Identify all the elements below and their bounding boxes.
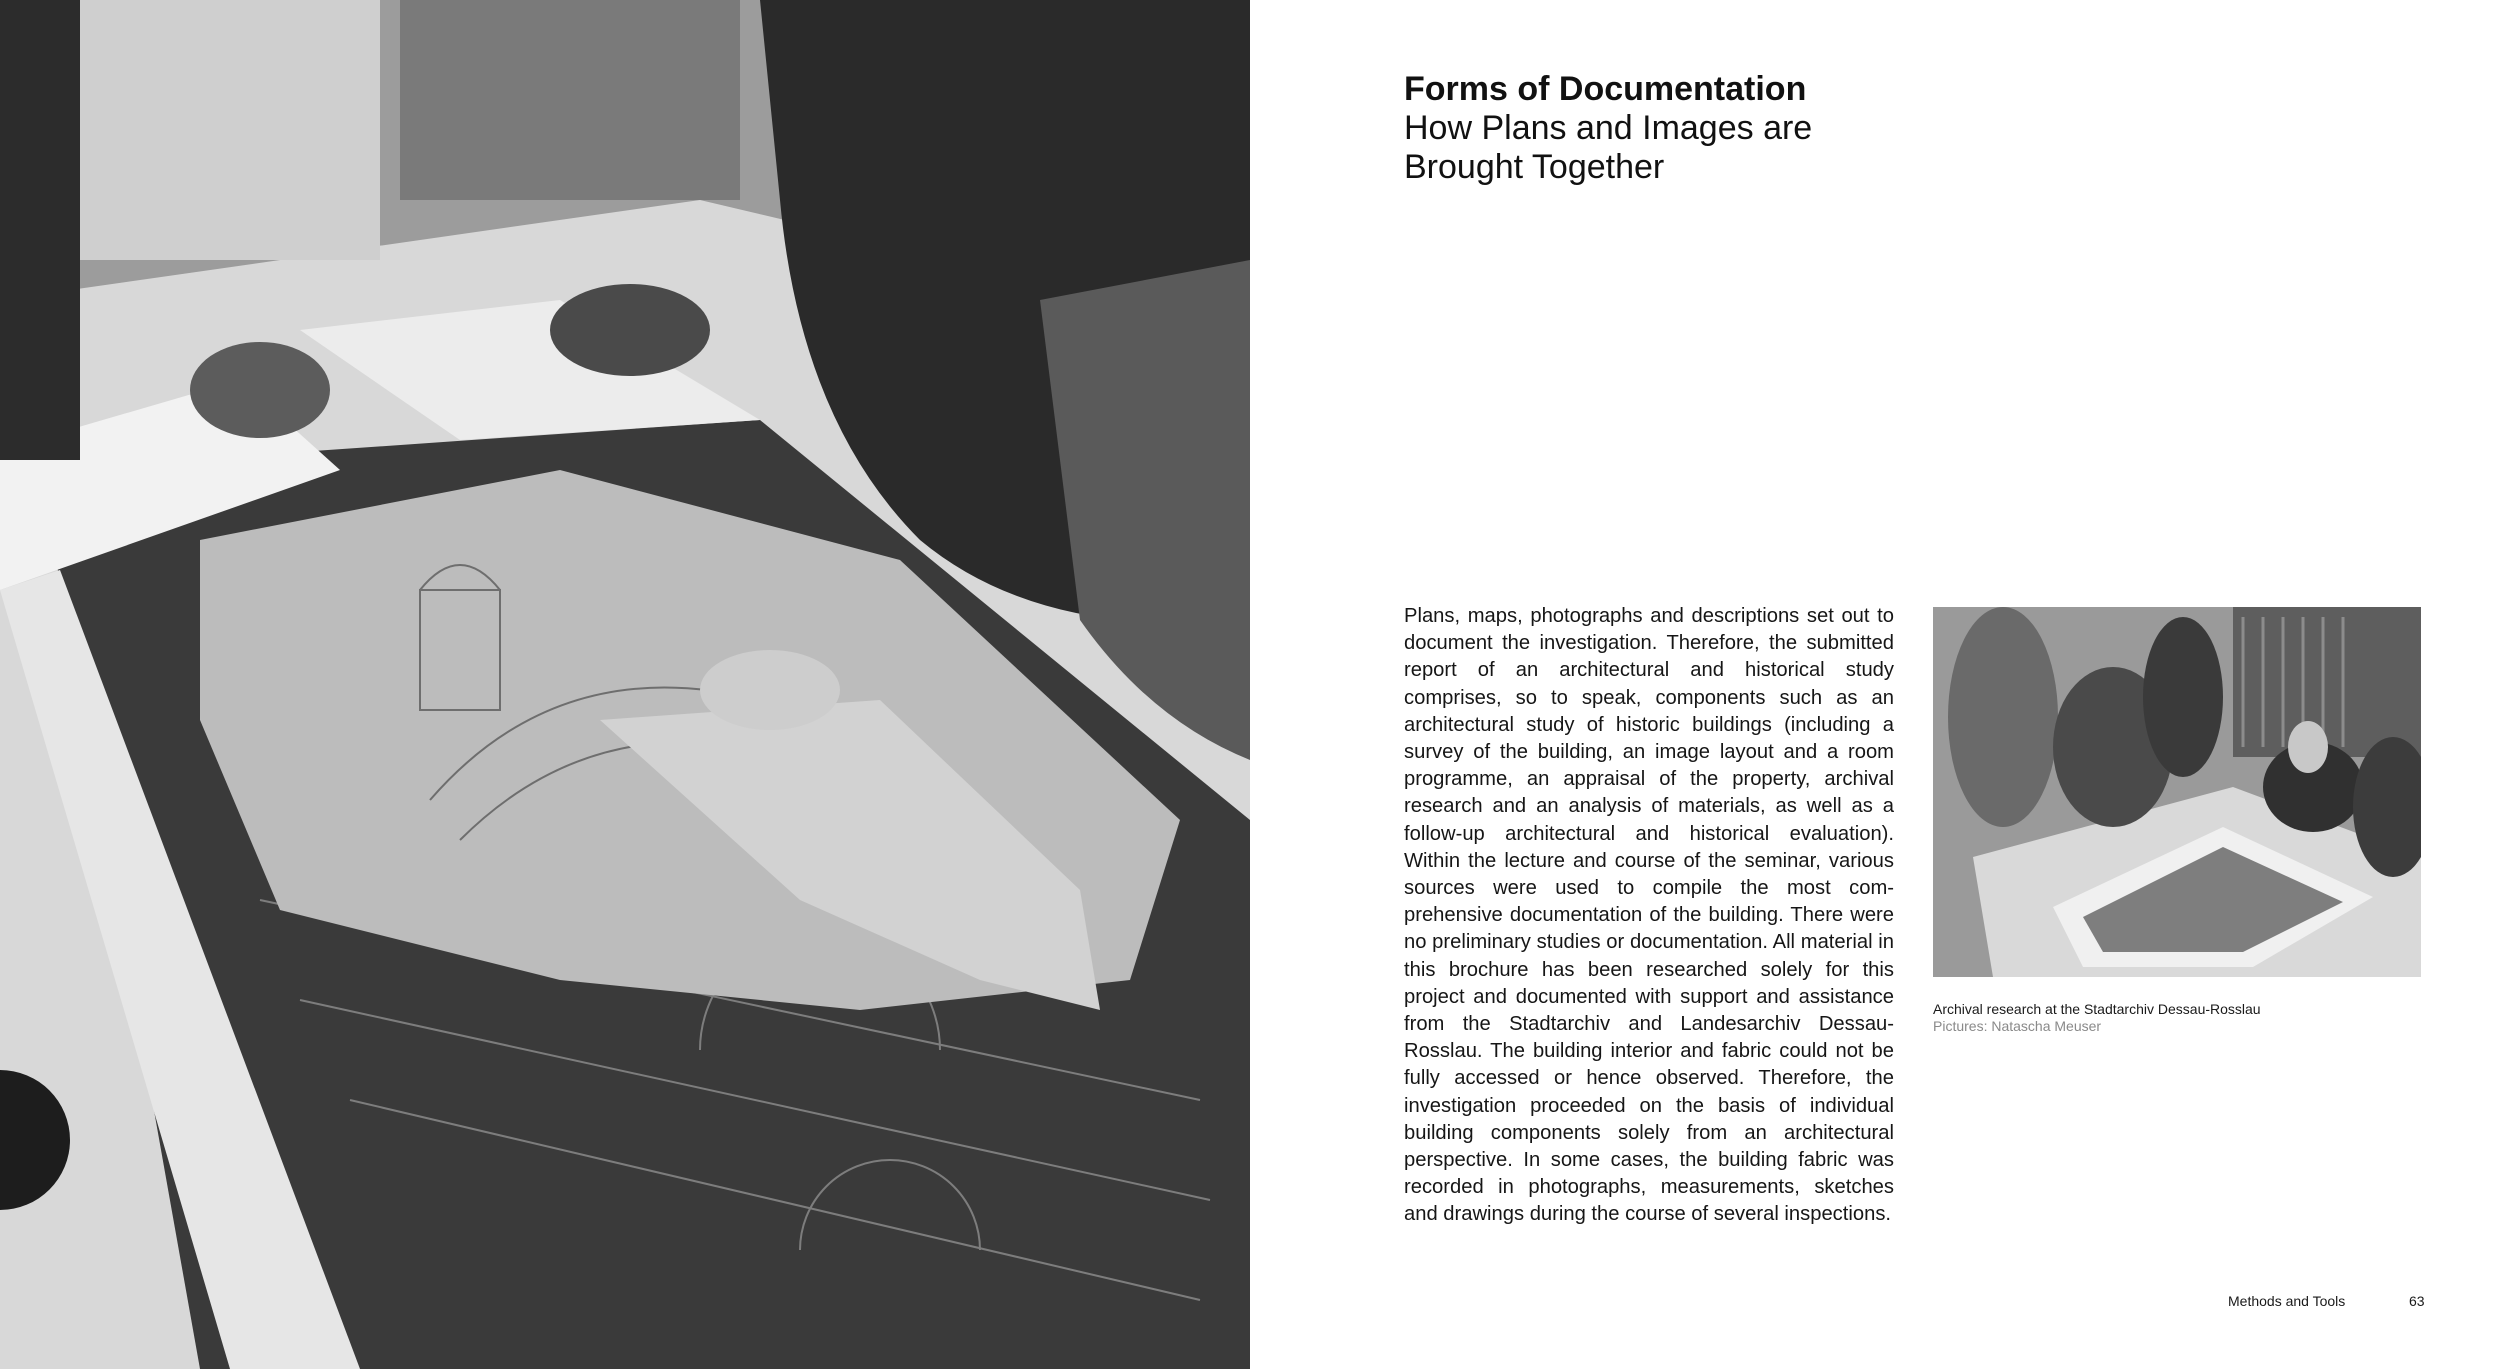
photo-caption — [1933, 1001, 2433, 1035]
page-subtitle-line-2: Brought Together — [1404, 148, 1665, 186]
caption-credit: Pictures: Natascha Meuser — [1933, 1018, 2102, 1034]
page-title: Forms of Documentation — [1404, 70, 1807, 108]
body-paragraph: Plans, maps, photographs and descriptions set out to document the investigation. Therefore, the submitted report of an architectural and historical study comprises, so to speak, components such as an architectural study of historic buildings (including a survey of the building, an image layout and a room programme, an appraisal of the property, archival research and an analysis of materials, as well as a follow-up architectural and historical evaluation). Within the lecture and course of the seminar, various sources were used to compile the most comprehensive documentation of the building. There were no preliminary studies or documentation. All material in this brochure has been researched solely for this project and documented with support and assistance from the Stadtarchiv and Landesarchiv Dessau-Rosslau. The building interior and fabric could not be fully accessed or hence observed. Therefore, the investigation proceeded on the basis of individual building components solely from an architectural perspective. In some cases, the building fabric was recorded in photographs, measurements, sketches and drawings during the course of several inspections. — [1404, 605, 1894, 1226]
page-number: 63 — [2409, 1293, 2425, 1309]
footer-section-title: Methods and Tools — [2228, 1293, 2346, 1309]
heading-block — [1404, 70, 1964, 187]
page-subtitle-line-1: How Plans and Images are — [1404, 109, 1813, 147]
archival-research-photo — [1933, 607, 2421, 977]
caption-title: Archival research at the Stadtarchiv Dessau-Rosslau — [1933, 1001, 2261, 1017]
